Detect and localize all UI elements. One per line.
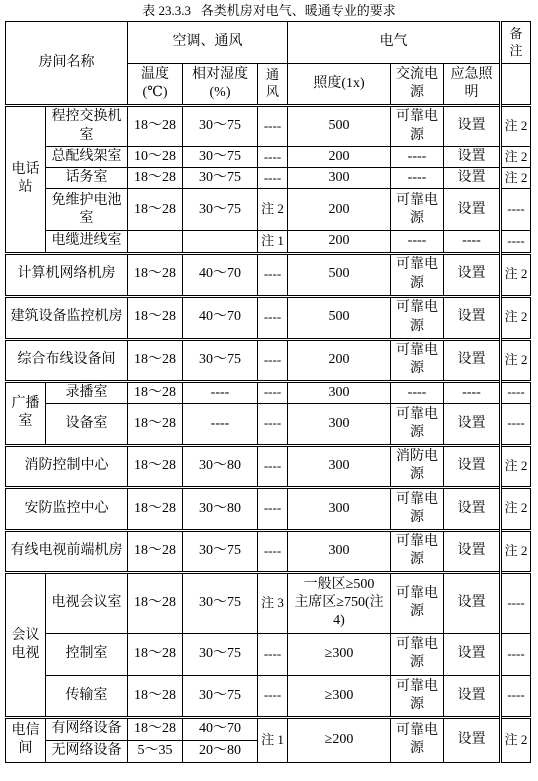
humidity-cell: 20～80: [183, 740, 258, 762]
room-name-cell: 有网络设备: [46, 717, 128, 740]
room-name-cell: 有线电视前端机房: [6, 530, 128, 572]
remarks-cell: 注 2: [501, 106, 531, 147]
emergency-lighting-cell: 设置: [444, 530, 501, 572]
ac-power-cell: 可靠电源: [391, 633, 444, 675]
illuminance-cell: 300: [288, 445, 391, 487]
header-row: [6, 22, 531, 64]
ac-power-cell: 可靠电源: [391, 189, 444, 231]
remarks-cell: 注 2: [501, 445, 531, 487]
header-remarks: 备 注: [501, 22, 531, 64]
room-group-cell: 会议电视: [6, 572, 46, 717]
ac-power-cell: 消防电源: [391, 445, 444, 487]
illuminance-cell: 200: [288, 339, 391, 381]
emergency-lighting-cell: 设置: [444, 633, 501, 675]
illuminance-cell: 一般区≥500 主席区≥750(注4): [288, 572, 391, 633]
humidity-cell: [183, 231, 258, 253]
room-name-cell: 综合布线设备间: [6, 339, 128, 381]
ac-power-cell: 可靠电源: [391, 403, 444, 445]
table-row: [6, 381, 531, 403]
table-caption: 表 23.3.3 各类机房对电气、暖通专业的要求: [142, 3, 396, 18]
emergency-lighting-cell: 设置: [444, 675, 501, 717]
room-name-cell: 话务室: [46, 168, 128, 189]
emergency-lighting-cell: 设置: [444, 168, 501, 189]
humidity-cell: 30～75: [183, 633, 258, 675]
humidity-cell: 30～75: [183, 530, 258, 572]
remarks-cell: 注 2: [501, 296, 531, 339]
humidity-cell: 30～75: [183, 572, 258, 633]
temperature-cell: 18～28: [128, 168, 183, 189]
remarks-cell: 注 2: [501, 530, 531, 572]
illuminance-cell: 300: [288, 403, 391, 445]
illuminance-cell: 500: [288, 253, 391, 296]
temperature-cell: 18～28: [128, 339, 183, 381]
temperature-cell: [128, 231, 183, 253]
table-row: [6, 339, 531, 381]
emergency-lighting-cell: 设置: [444, 296, 501, 339]
table-row: [6, 633, 531, 675]
emergency-lighting-cell: 设置: [444, 572, 501, 633]
ventilation-cell: ----: [258, 296, 288, 339]
emergency-lighting-cell: 设置: [444, 487, 501, 530]
ac-power-cell: 可靠电源: [391, 572, 444, 633]
ac-power-cell: ----: [391, 381, 444, 403]
ventilation-cell: ----: [258, 106, 288, 147]
humidity-cell: 30～75: [183, 106, 258, 147]
remarks-cell: ----: [501, 403, 531, 445]
emergency-lighting-cell: ----: [444, 381, 501, 403]
temperature-cell: 18～28: [128, 572, 183, 633]
room-name-cell: 录播室: [46, 381, 128, 403]
temperature-cell: 18～28: [128, 487, 183, 530]
room-name-cell: 消防控制中心: [6, 445, 128, 487]
remarks-cell: ----: [501, 675, 531, 717]
table-row: [6, 530, 531, 572]
illuminance-cell: 300: [288, 530, 391, 572]
humidity-cell: 30～75: [183, 339, 258, 381]
remarks-cell: 注 2: [501, 147, 531, 168]
remarks-cell: ----: [501, 381, 531, 403]
temperature-cell: 18～28: [128, 381, 183, 403]
header-humidity: 相对湿度 (%): [183, 64, 258, 106]
temperature-cell: 18～28: [128, 530, 183, 572]
emergency-lighting-cell: 设置: [444, 106, 501, 147]
header-ventilation: 通 风: [258, 64, 288, 106]
ac-power-cell: 可靠电源: [391, 106, 444, 147]
room-name-cell: 电视会议室: [46, 572, 128, 633]
emergency-lighting-cell: 设置: [444, 189, 501, 231]
illuminance-cell: 500: [288, 296, 391, 339]
header-illuminance: 照度(1x): [288, 64, 391, 106]
ac-power-cell: 可靠电源: [391, 339, 444, 381]
room-name-cell: 传输室: [46, 675, 128, 717]
humidity-cell: 30～75: [183, 147, 258, 168]
header-temperature: 温度 (℃): [128, 64, 183, 106]
ventilation-cell: ----: [258, 168, 288, 189]
emergency-lighting-cell: 设置: [444, 147, 501, 168]
ventilation-cell: ----: [258, 381, 288, 403]
ventilation-cell: ----: [258, 530, 288, 572]
table-row: [6, 147, 531, 168]
table-row: [6, 572, 531, 633]
table-row: [6, 231, 531, 253]
ventilation-cell: 注 1: [258, 717, 288, 762]
ac-power-cell: ----: [391, 168, 444, 189]
room-name-cell: 总配线架室: [46, 147, 128, 168]
ventilation-cell: ----: [258, 403, 288, 445]
emergency-lighting-cell: 设置: [444, 717, 501, 762]
temperature-cell: 18～28: [128, 253, 183, 296]
room-name-cell: 计算机网络机房: [6, 253, 128, 296]
ventilation-cell: ----: [258, 633, 288, 675]
room-name-cell: 控制室: [46, 633, 128, 675]
remarks-cell: ----: [501, 572, 531, 633]
temperature-cell: 18～28: [128, 633, 183, 675]
table-row: [6, 675, 531, 717]
humidity-cell: ----: [183, 381, 258, 403]
table-row: [6, 296, 531, 339]
table-row: [6, 106, 531, 147]
illuminance-cell: 300: [288, 381, 391, 403]
ventilation-cell: ----: [258, 487, 288, 530]
temperature-cell: 18～28: [128, 189, 183, 231]
remarks-cell: ----: [501, 633, 531, 675]
header-room-name: 房间名称: [6, 22, 128, 106]
humidity-cell: 30～75: [183, 675, 258, 717]
ventilation-cell: 注 1: [258, 231, 288, 253]
illuminance-cell: ≥200: [288, 717, 391, 762]
ac-power-cell: ----: [391, 231, 444, 253]
humidity-cell: 30～80: [183, 487, 258, 530]
ac-power-cell: 可靠电源: [391, 253, 444, 296]
ac-power-cell: 可靠电源: [391, 675, 444, 717]
emergency-lighting-cell: 设置: [444, 445, 501, 487]
illuminance-cell: 300: [288, 168, 391, 189]
remarks-cell: 注 2: [501, 168, 531, 189]
temperature-cell: 18～28: [128, 106, 183, 147]
ac-power-cell: 可靠电源: [391, 487, 444, 530]
ac-power-cell: 可靠电源: [391, 296, 444, 339]
illuminance-cell: ≥300: [288, 675, 391, 717]
ventilation-cell: ----: [258, 339, 288, 381]
illuminance-cell: 300: [288, 487, 391, 530]
humidity-cell: 30～75: [183, 168, 258, 189]
temperature-cell: 18～28: [128, 296, 183, 339]
temperature-cell: 18～28: [128, 445, 183, 487]
ventilation-cell: ----: [258, 675, 288, 717]
temperature-cell: 5～35: [128, 740, 183, 762]
room-group-cell: 电话站: [6, 106, 46, 254]
room-name-cell: 设备室: [46, 403, 128, 445]
illuminance-cell: 200: [288, 189, 391, 231]
temperature-cell: 18～28: [128, 717, 183, 740]
illuminance-cell: 200: [288, 231, 391, 253]
remarks-cell: 注 2: [501, 253, 531, 296]
emergency-lighting-cell: 设置: [444, 339, 501, 381]
room-name-cell: 免维护电池室: [46, 189, 128, 231]
header-hvac: 空调、通风: [128, 22, 288, 64]
header-emergency-lighting: 应急照明: [444, 64, 501, 106]
table-row: [6, 168, 531, 189]
table-row: [6, 403, 531, 445]
table-row: [6, 253, 531, 296]
emergency-lighting-cell: 设置: [444, 403, 501, 445]
ventilation-cell: ----: [258, 147, 288, 168]
ac-power-cell: 可靠电源: [391, 717, 444, 762]
ventilation-cell: 注 2: [258, 189, 288, 231]
temperature-cell: 10～28: [128, 147, 183, 168]
humidity-cell: 40～70: [183, 253, 258, 296]
humidity-cell: 30～80: [183, 445, 258, 487]
room-name-cell: 建筑设备监控机房: [6, 296, 128, 339]
table-row: [6, 717, 531, 740]
humidity-cell: 30～75: [183, 189, 258, 231]
remarks-cell: ----: [501, 189, 531, 231]
requirements-table: [5, 21, 531, 763]
illuminance-cell: 200: [288, 147, 391, 168]
room-name-cell: 无网络设备: [46, 740, 128, 762]
ac-power-cell: 可靠电源: [391, 530, 444, 572]
room-name-cell: 程控交换机室: [46, 106, 128, 147]
remarks-cell: 注 2: [501, 717, 531, 762]
remarks-cell: ----: [501, 231, 531, 253]
table-row: [6, 189, 531, 231]
illuminance-cell: ≥300: [288, 633, 391, 675]
illuminance-cell: 500: [288, 106, 391, 147]
ventilation-cell: ----: [258, 445, 288, 487]
remarks-cell: 注 2: [501, 339, 531, 381]
ventilation-cell: ----: [258, 253, 288, 296]
room-group-cell: 电信间: [6, 717, 46, 762]
humidity-cell: 40～70: [183, 296, 258, 339]
table-row: [6, 487, 531, 530]
room-name-cell: 安防监控中心: [6, 487, 128, 530]
ac-power-cell: ----: [391, 147, 444, 168]
header-ac-power: 交流电源: [391, 64, 444, 106]
humidity-cell: ----: [183, 403, 258, 445]
header-remarks-blank: [501, 64, 531, 106]
header-electrical: 电气: [288, 22, 501, 64]
temperature-cell: 18～28: [128, 403, 183, 445]
emergency-lighting-cell: ----: [444, 231, 501, 253]
room-group-cell: 广播室: [6, 381, 46, 445]
temperature-cell: 18～28: [128, 675, 183, 717]
remarks-cell: 注 2: [501, 487, 531, 530]
room-name-cell: 电缆进线室: [46, 231, 128, 253]
humidity-cell: 40～70: [183, 717, 258, 740]
table-row: [6, 445, 531, 487]
emergency-lighting-cell: 设置: [444, 253, 501, 296]
ventilation-cell: 注 3: [258, 572, 288, 633]
